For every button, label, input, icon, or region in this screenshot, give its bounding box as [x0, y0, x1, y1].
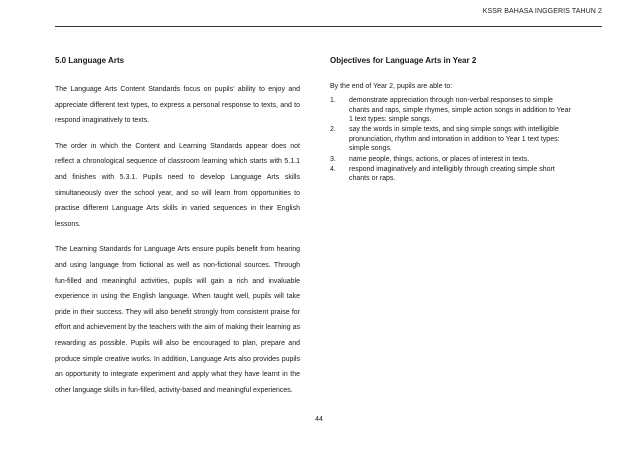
paragraph-order-of-standards: The order in which the Content and Learning Standards appear does not reflect a chronological sequence of classroom learning which starts with 5.1.1 and finishes with 5.3.1. Pupils need to develop Language Arts skills simultaneously over the school year, and so will learn from opportunities to practise different Language Arts skills in varied sequences in their English lessons. [55, 142, 300, 228]
running-header: KSSR BAHASA INGGERIS TAHUN 2 [482, 8, 602, 15]
objective-text: respond imaginatively and intelligibly through creating simple short chants or raps. [349, 165, 555, 183]
objective-text: say the words in simple texts, and sing simple songs with intelligible pronunciation, rhythm and intonation in addition to Year 1 text types: simple songs. [349, 126, 560, 153]
objective-item [330, 96, 575, 125]
left-column [55, 56, 300, 408]
objectives-intro: By the end of Year 2, pupils are able to: [330, 83, 453, 90]
objective-number: 4. [330, 165, 336, 173]
objectives-list [330, 96, 575, 184]
objective-item [330, 155, 575, 165]
objective-number: 1. [330, 97, 336, 104]
header-rule [55, 26, 602, 27]
objectives-heading: Objectives for Language Arts in Year 2 [330, 56, 477, 65]
objective-number: 2. [330, 126, 336, 134]
objective-text: demonstrate appreciation through non-verbal responses to simple chants and raps, simple rhymes, simple action songs in addition to Year 1 text types: simple songs. [349, 97, 571, 124]
paragraph-content-standards: The Language Arts Content Standards focus on pupils’ ability to enjoy and appreciate different text types, to express a personal response to texts, and to respond imaginatively to texts. [55, 86, 300, 125]
paragraph-learning-standards: The Learning Standards for Language Arts ensure pupils benefit from hearing and using language from fictional as well as non-fictional sources. Through fun-filled and meaningful activities, pupils will gain a rich and invaluable experience in using the English language. When taught well, pupils will take pride in their success. They will also benefit strongly from consistent praise for effort and achievement by the teachers with the aim of making their learning as rewarding as possible. Pupils will also be encouraged to plan, prepare and produce simple creative works. In addition, Language Arts also provides pupils an opportunity to integrate experiment and apply what they have learnt in the other language skills in fun-filled, activity-based and meaningful experiences. [55, 246, 300, 394]
section-heading: 5.0 Language Arts [55, 56, 125, 65]
objective-item [330, 125, 575, 154]
objective-number: 3. [330, 155, 336, 163]
objective-text: name people, things, actions, or places of interest in texts. [349, 155, 530, 163]
right-column [330, 56, 575, 184]
objective-item [330, 165, 575, 184]
page-number: 44 [315, 416, 323, 423]
